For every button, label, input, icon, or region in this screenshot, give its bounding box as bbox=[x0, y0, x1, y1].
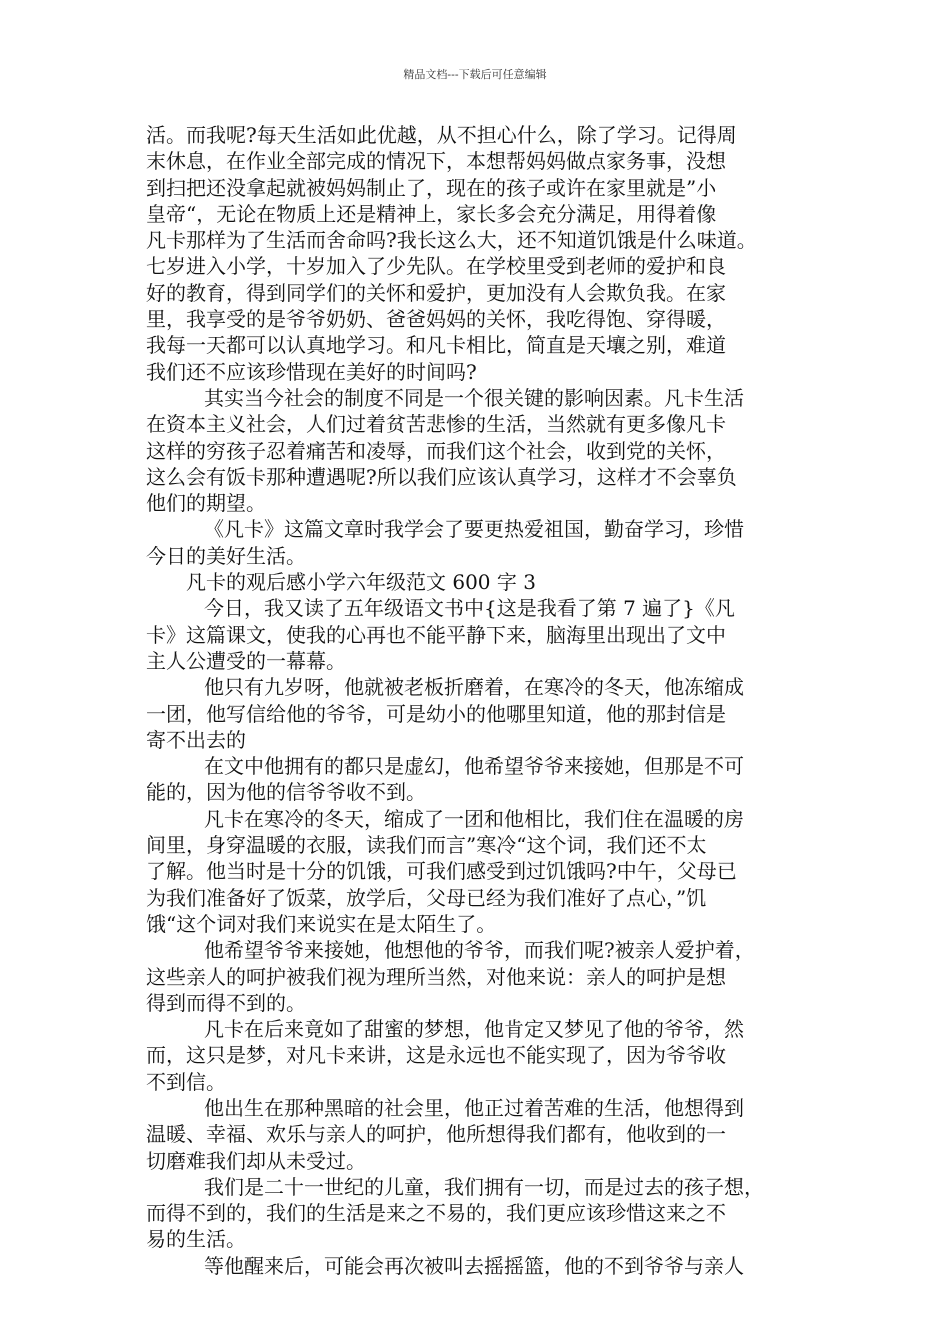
paragraph-start-line: 我们是二十一世纪的儿童，我们拥有一切，而是过去的孩子想， bbox=[204, 1174, 764, 1199]
text-line: 而，这只是梦，对凡卡来讲，这是永远也不能实现了，因为爷爷收 bbox=[146, 1043, 726, 1068]
text-line: 活。而我呢?每天生活如此优越，从不担心什么，除了学习。记得周 bbox=[146, 123, 737, 147]
text-line: 得到而得不到的。 bbox=[146, 990, 306, 1015]
paragraph-start-line: 今日，我又读了五年级语文书中{这是我看了第 7 遍了}《凡 bbox=[204, 596, 735, 621]
text-line: 一团，他写信给他的爷爷，可是幼小的他哪里知道，他的那封信是 bbox=[146, 701, 726, 726]
text-line: 皇帝“，无论在物质上还是精神上，家长多会充分满足，用得着像 bbox=[146, 201, 717, 226]
text-line: 今日的美好生活。 bbox=[146, 543, 306, 568]
text-line: 我每一天都可以认真地学习。和凡卡相比，简直是天壤之别，难道 bbox=[146, 333, 726, 358]
text-line: 间里，身穿温暖的衣服，读我们而言”寒冷“这个词，我们还不太 bbox=[146, 833, 707, 858]
paragraph-start-line: 凡卡在后来竟如了甜蜜的梦想，他肯定又梦见了他的爷爷，然 bbox=[204, 1017, 744, 1042]
text-line: 卡》这篇课文，使我的心再也不能平静下来，脑海里出现出了文中 bbox=[146, 622, 726, 647]
text-line: 能的，因为他的信爷爷收不到。 bbox=[146, 780, 426, 805]
text-line: 寄不出去的 bbox=[146, 727, 246, 752]
section-heading: 凡卡的观后感小学六年级范文 600 字 3 bbox=[186, 570, 536, 595]
text-line: 了解。他当时是十分的饥饿，可我们感受到过饥饿吗?中午，父母已 bbox=[146, 859, 737, 884]
paragraph-start-line: 凡卡在寒冷的冬天，缩成了一团和他相比，我们住在温暖的房 bbox=[204, 806, 744, 831]
text-line: 我们还不应该珍惜现在美好的时间吗? bbox=[146, 359, 477, 384]
text-line: 饿“这个词对我们来说实在是太陌生了。 bbox=[146, 911, 497, 936]
paragraph-start-line: 《凡卡》这篇文章时我学会了要更热爱祖国，勤奋学习，珍惜 bbox=[204, 517, 744, 542]
text-line: 末休息，在作业全部完成的情况下，本想帮妈妈做点家务事，没想 bbox=[146, 149, 726, 174]
paragraph-start-line: 等他醒来后，可能会再次被叫去摇摇篮，他的不到爷爷与亲人 bbox=[204, 1253, 744, 1278]
text-line: 好的教育，得到同学们的关怀和爱护，更加没有人会欺负我。在家 bbox=[146, 280, 726, 305]
text-line: 凡卡那样为了生活而舍命吗?我长这么大，还不知道饥饿是什么味道。 bbox=[146, 228, 757, 253]
text-line: 里，我享受的是爷爷奶奶、爸爸妈妈的关怀，我吃得饱、穿得暖， bbox=[146, 307, 726, 332]
text-line: 到扫把还没拿起就被妈妈制止了，现在的孩子或许在家里就是”小 bbox=[146, 175, 717, 200]
page-header: 精品文档---下载后可任意编辑 bbox=[403, 68, 547, 81]
text-line: 易的生活。 bbox=[146, 1227, 246, 1252]
text-line: 他们的期望。 bbox=[146, 491, 266, 516]
document-body bbox=[146, 122, 810, 1279]
text-line: 在资本主义社会，人们过着贫苦悲惨的生活，当然就有更多像凡卡 bbox=[146, 412, 726, 437]
text-line: 这么会有饭卡那种遭遇呢?所以我们应该认真学习，这样才不会辜负 bbox=[146, 464, 737, 489]
text-line: 切磨难我们却从未受过。 bbox=[146, 1148, 366, 1173]
text-line: 七岁进入小学，十岁加入了少先队。在学校里受到老师的爱护和良 bbox=[146, 254, 726, 279]
text-line: 为我们准备好了饭菜，放学后，父母已经为我们准好了点心，”饥 bbox=[146, 885, 707, 910]
text-line: 温暖、幸福、欢乐与亲人的呵护，他所想得我们都有，他收到的一 bbox=[146, 1122, 726, 1147]
paragraph-start-line: 他希望爷爷来接她，他想他的爷爷，而我们呢?被亲人爱护着， bbox=[204, 938, 755, 963]
paragraph-start-line: 他只有九岁呀，他就被老板折磨着，在寒冷的冬天，他冻缩成 bbox=[204, 675, 744, 700]
text-line: 而得不到的，我们的生活是来之不易的，我们更应该珍惜这来之不 bbox=[146, 1201, 726, 1226]
paragraph-start-line: 他出生在那种黑暗的社会里，他正过着苦难的生活，他想得到 bbox=[204, 1095, 744, 1120]
text-line: 不到信。 bbox=[146, 1069, 226, 1094]
paragraph-start-line: 在文中他拥有的都只是虚幻，他希望爷爷来接她，但那是不可 bbox=[204, 754, 744, 779]
text-line: 这样的穷孩子忍着痛苦和凌辱，而我们这个社会，收到党的关怀， bbox=[146, 438, 726, 463]
text-line: 主人公遭受的一幕幕。 bbox=[146, 648, 346, 673]
text-line: 这些亲人的呵护被我们视为理所当然，对他来说：亲人的呵护是想 bbox=[146, 964, 726, 989]
paragraph-start-line: 其实当今社会的制度不同是一个很关键的影响因素。凡卡生活 bbox=[204, 385, 744, 410]
